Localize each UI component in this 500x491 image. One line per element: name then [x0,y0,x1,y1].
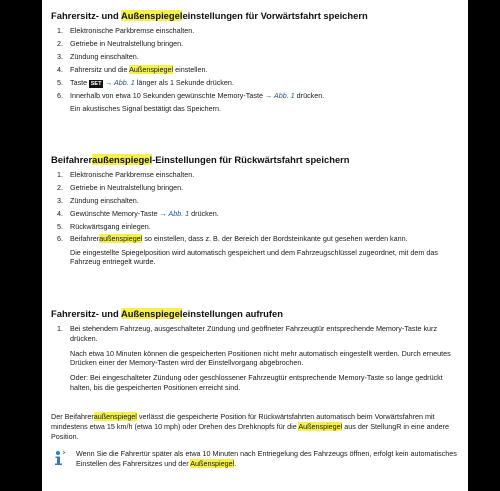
list-item: 5. Rückwärtsgang einlegen. [57,221,151,231]
section-title: Fahrersitz- und Außenspiegeleinstellungen für Vorwärtsfahrt speichern [51,10,368,21]
list-item: 3. Zündung einschalten. [57,195,139,205]
figure-reference-link[interactable]: → Abb. 1 [105,77,135,87]
info-icon [54,450,66,466]
section-store-forward [51,10,462,114]
list-item: 6. Beifahreraußenspiegel so einstellen, dass z. B. der Bereich der Bordsteinkante gut gesehen werden kann. [57,234,408,244]
steps-list [51,170,462,244]
list-item: 2. Getriebe in Neutralstellung bringen. [57,38,184,48]
section-title: Beifahreraußenspiegel-Einstellungen für Rückwärtsfahrt speichern [51,154,350,165]
sub-paragraph: Oder: Bei eingeschalteter Zündung oder geschlossener Fahrzeugtür entsprechende Memory-Taste so lange gedrückt halten, bis die gespeicherten Positionen erreicht sind. [70,373,443,392]
result-text: Die eingestellte Spiegelposition wird automatisch gespeichert und dem Fahrzeugschlüssel zugeordnet, mit dem das Fahrzeug entriegelt wurde. [70,247,438,267]
info-note [51,449,462,469]
section-title: Fahrersitz- und Außenspiegeleinstellungen aufrufen [51,308,283,319]
list-item: 1. Bei stehendem Fahrzeug, ausgeschalteter Zündung und geöffneter Fahrzeugtür entsprechende Memory-Taste kurz drücken. [57,324,438,343]
section-recall [51,308,462,393]
figure-reference-link[interactable]: → Abb. 1 [159,208,190,218]
list-item: 4. Gewünschte Memory-Taste → Abb. 1 drücken. [57,208,219,218]
mirror-info-paragraph: Der Beifahreraußenspiegel verlässt die gespeicherte Position für Rückwärtsfahrten automatisch beim Vorwärtsfahren mit mindestens etwa 15 km/h (etwa 10 mph) oder Drehen des Drehknopfs für die Außenspiegel aus der StellungR in eine andere Position. [51,412,449,441]
result-text: Ein akustisches Signal bestätigt das Speichern. [70,103,222,113]
list-item: 1. Elektronische Parkbremse einschalten. [57,26,195,35]
list-item: 2. Getriebe in Neutralstellung bringen. [57,182,184,192]
section-store-reverse [51,154,462,267]
list-item: 5. Taste SET → Abb. 1 länger als 1 Sekunde drücken. [57,77,234,87]
steps-list [51,324,462,344]
list-item: 1. Elektronische Parkbremse einschalten. [57,170,195,179]
steps-list [51,26,462,100]
sub-paragraph: Nach etwa 10 Minuten können die gespeicherten Positionen nicht mehr automatisch eingestellt werden. Durch erneutes Drücken einer der Memory-Tasten wird der Einstellvorgang abgebrochen. [70,348,451,368]
list-item: 4. Fahrersitz und die Außenspiegel einstellen. [57,64,208,74]
manual-page [42,0,468,491]
list-item: 3. Zündung einschalten. [57,51,139,61]
figure-reference-link[interactable]: → Abb. 1 [264,90,295,100]
note-text: Wenn Sie die Fahrertür später als etwa 10 Minuten nach Entriegelung des Fahrzeugs öffnen, erfolgt kein automatisches Einstellen des Fahrersitzes und der Außenspiegel. [76,449,457,468]
list-item: 6. Innerhalb von etwa 10 Sekunden gewünschte Memory-Taste → Abb. 1 drücken. [57,90,325,100]
set-key-icon: SET [90,80,102,87]
